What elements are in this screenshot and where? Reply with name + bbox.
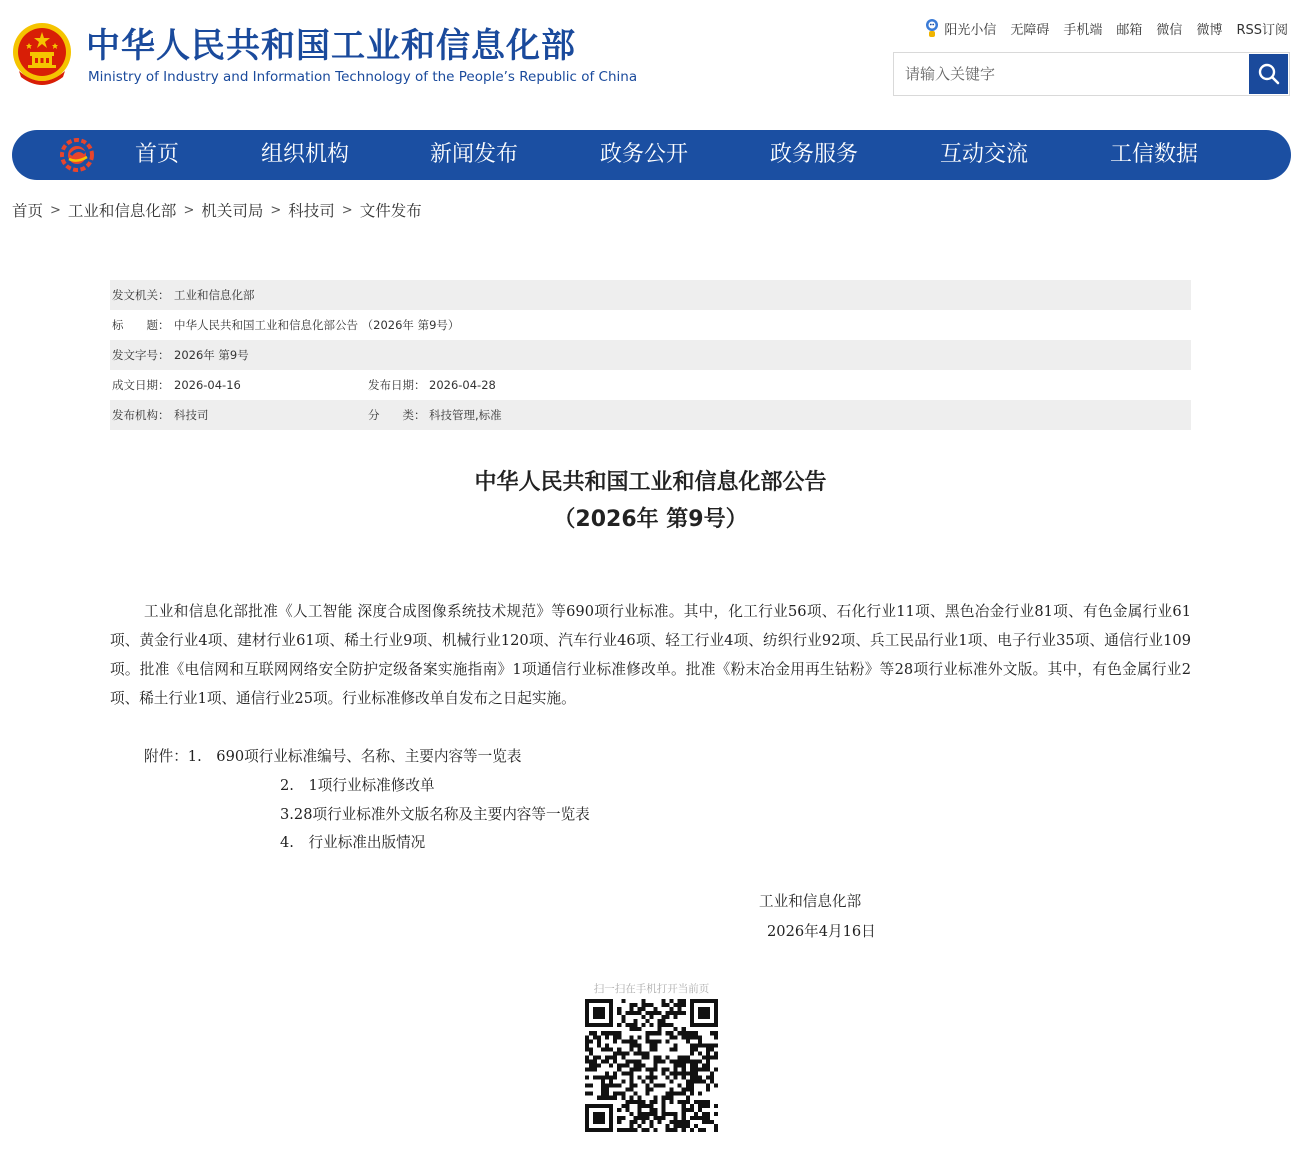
- main-nav: [12, 130, 1291, 180]
- site-header: [0, 0, 1302, 110]
- top-links: [924, 18, 1288, 38]
- nav-item-data[interactable]: 工信数据: [1110, 142, 1199, 167]
- meta-row-doc-no: [110, 340, 1191, 370]
- meta-issuer-value: 工业和信息化部: [174, 288, 255, 302]
- meta-title-value: 中华人民共和国工业和信息化部公告 （2026年 第9号）: [174, 318, 460, 332]
- breadcrumb-departments[interactable]: 机关司局: [201, 202, 264, 220]
- breadcrumb-separator: >: [341, 202, 353, 218]
- search-icon: [1258, 63, 1280, 85]
- site-title-cn[interactable]: 中华人民共和国工业和信息化部: [86, 26, 576, 66]
- nav-item-organization[interactable]: 组织机构: [261, 142, 350, 167]
- top-link-accessibility[interactable]: 无障碍: [1010, 22, 1050, 38]
- national-emblem-icon[interactable]: [11, 21, 73, 87]
- breadcrumb-separator: >: [183, 202, 195, 218]
- meta-row-publisher: [110, 400, 1191, 430]
- meta-written-date-value: 2026-04-16: [174, 378, 241, 392]
- top-link-weibo[interactable]: 微博: [1196, 22, 1223, 38]
- meta-doc-no-label: 发文字号：: [112, 348, 170, 362]
- signature-org: 工业和信息化部: [759, 893, 862, 910]
- top-link-sunshine[interactable]: [924, 18, 996, 38]
- attachment-item-2: 2. 1项行业标准修改单: [280, 777, 435, 794]
- meta-category-value: 科技管理,标准: [429, 408, 502, 422]
- nav-item-gov-services[interactable]: 政务服务: [770, 142, 859, 167]
- meta-publisher-label: 发布机构：: [112, 408, 170, 422]
- breadcrumb: [12, 199, 422, 221]
- breadcrumb-separator: >: [50, 202, 61, 218]
- meta-publish-date-label: 发布日期：: [368, 378, 426, 392]
- meta-title-label: 标 题：: [112, 318, 170, 332]
- top-link-wechat[interactable]: 微信: [1156, 22, 1183, 38]
- meta-written-date-label: 成文日期：: [112, 378, 170, 392]
- attachment-item-1: 附件：1. 690项行业标准编号、名称、主要内容等一览表: [144, 748, 522, 765]
- meta-row-title: [110, 310, 1191, 340]
- site-title-en[interactable]: Ministry of Industry and Information Technology of the People’s Republic of China: [88, 69, 638, 85]
- nav-item-interaction[interactable]: 互动交流: [940, 142, 1029, 167]
- meta-row-issuer: [110, 280, 1191, 310]
- search-box: [893, 52, 1290, 96]
- breadcrumb-home[interactable]: 首页: [12, 202, 44, 220]
- top-link-rss[interactable]: RSS订阅: [1236, 22, 1288, 38]
- breadcrumb-ministry[interactable]: 工业和信息化部: [67, 202, 177, 220]
- attachment-item-4: 4. 行业标准出版情况: [280, 834, 426, 851]
- attachment-item-3: 3.28项行业标准外文版名称及主要内容等一览表: [280, 806, 590, 823]
- breadcrumb-documents[interactable]: 文件发布: [359, 202, 422, 220]
- search-button[interactable]: [1249, 54, 1288, 94]
- signature-date: 2026年4月16日: [767, 923, 876, 940]
- miit-logo-icon[interactable]: [59, 137, 95, 173]
- top-link-mobile[interactable]: 手机端: [1063, 22, 1103, 38]
- meta-row-dates: [110, 370, 1191, 400]
- meta-publisher-value: 科技司: [174, 408, 209, 422]
- article-body: 工业和信息化部批准《人工智能 深度合成图像系统技术规范》等690项行业标准。其中，化工行业56项、石化行业11项、黑色冶金行业81项、有色金属行业61项、黄金行业4项、建材行业61项、稀土行业9项、机械行业120项、汽车行业46项、轻工行业4项、纺织行业92项、兵工民品行业1项、电子行业35项、通信行业109项。批准《电信网和互联网网络安全防护定级备案实施指南》1项通信行业标准修改单。批准《粉末冶金用再生钴粉》等28项行业标准外文版。其中，有色金属行业2项、稀土行业1项、通信行业25项。行业标准修改单自发布之日起实施。: [110, 603, 1191, 707]
- document-meta-table: [110, 280, 1191, 430]
- breadcrumb-separator: >: [270, 202, 282, 218]
- search-input[interactable]: [894, 53, 1249, 95]
- nav-item-home[interactable]: 首页: [135, 142, 180, 167]
- nav-item-news[interactable]: 新闻发布: [430, 142, 519, 167]
- breadcrumb-science-dept[interactable]: 科技司: [288, 202, 335, 220]
- top-link-sunshine-label: 阳光小信: [944, 22, 997, 38]
- meta-doc-no-value: 2026年 第9号: [174, 348, 249, 362]
- article-title: 中华人民共和国工业和信息化部公告: [474, 470, 827, 495]
- nav-item-gov-affairs[interactable]: 政务公开: [600, 142, 689, 167]
- sunshine-mascot-icon: [924, 18, 940, 38]
- meta-issuer-label: 发文机关：: [112, 288, 170, 302]
- top-link-mail[interactable]: 邮箱: [1116, 22, 1143, 38]
- qr-caption: 扫一扫在手机打开当前页: [593, 983, 710, 995]
- meta-category-label: 分 类：: [368, 408, 426, 422]
- qr-code-icon: [585, 999, 718, 1132]
- meta-publish-date-value: 2026-04-28: [429, 378, 496, 392]
- article-subtitle: （2026年 第9号）: [553, 507, 748, 532]
